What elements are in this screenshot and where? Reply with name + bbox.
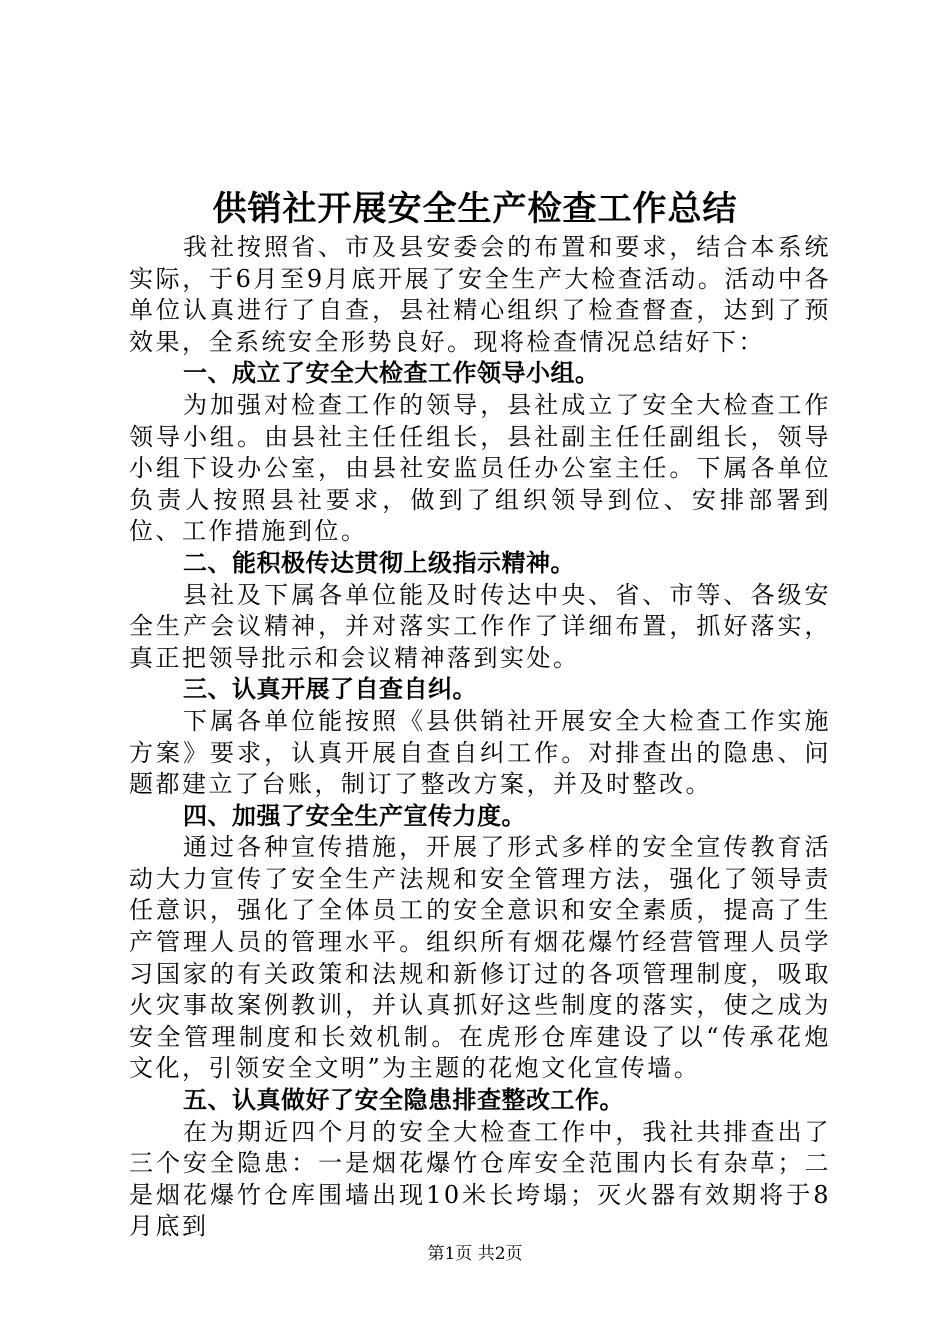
section-heading-5: 五、认真做好了安全隐患排查整改工作。 [183,1086,624,1115]
section-heading-2: 二、能积极传达贯彻上级指示精神。 [183,548,575,577]
document-title: 供销社开展安全生产检查工作总结 [212,189,738,229]
section-heading-3: 三、认真开展了自查自纠。 [183,675,477,704]
intro-paragraph: 我社按照省、市及县安委会的布置和要求，结合本系统实际，于6月至9月底开展了安全生产大检查活动。活动中各单位认真进行了自查，县社精心组织了检查督查，达到了预效果，全系统安全形势良好。现将检查情况总结好下： [129,233,831,356]
section-heading-4: 四、加强了安全生产宣传力度。 [183,801,526,830]
document-body [129,232,831,1243]
section-body-5: 在为期近四个月的安全大检查工作中，我社共排查出了三个安全隐患：一是烟花爆竹仓库安全范围内长有杂草；二是烟花爆竹仓库围墙出现10米长垮塌；灭火器有效期将于8月底到 [129,1117,831,1241]
page-number-footer: 第1页 共2页 [427,1244,523,1264]
section-body-4: 通过各种宣传措施，开展了形式多样的安全宣传教育活动大力宣传了安全生产法规和安全管理方法，强化了领导责任意识，强化了全体员工的安全意识和安全素质，提高了生产管理人员的管理水平。组织所有烟花爆竹经营管理人员学习国家的有关政策和法规和新修订过的各项管理制度，吸取火灾事故案例教训，并认真抓好这些制度的落实，使之成为安全管理制度和长效机制。在虎形仓库建设了以“传承花炮文化，引领安全文明”为主题的花炮文化宣传墙。 [129,833,831,1083]
section-body-3: 下属各单位能按照《县供销社开展安全大检查工作实施方案》要求，认真开展自查自纠工作。对排查出的隐患、问题都建立了台账，制订了整改方案，并及时整改。 [129,706,831,799]
section-body-2: 县社及下属各单位能及时传达中央、省、市等、各级安全生产会议精神，并对落实工作作了详细布置，抓好落实，真正把领导批示和会议精神落到实处。 [129,580,831,672]
section-heading-1: 一、成立了安全大检查工作领导小组。 [183,359,600,388]
section-body-1: 为加强对检查工作的领导，县社成立了安全大检查工作领导小组。由县社主任任组长，县社副主任任副组长，领导小组下设办公室，由县社安监员任办公室主任。下属各单位负责人按照县社要求，做到了组织领导到位、安排部署到位、工作措施到位。 [129,390,831,546]
